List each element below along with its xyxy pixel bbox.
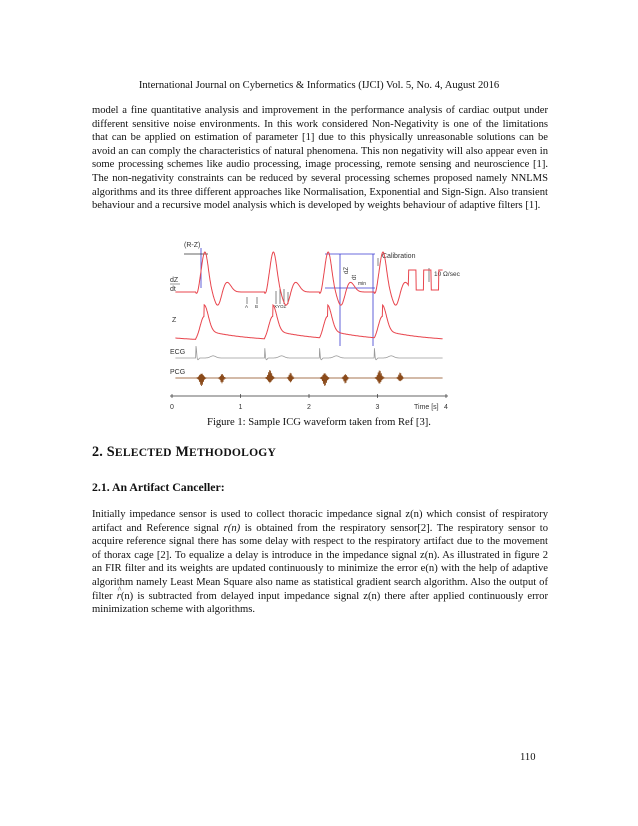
figure-caption: Figure 1: Sample ICG waveform taken from Ref [3]. [207, 417, 431, 428]
dzdt-min-subscript: min [358, 281, 367, 287]
ecg-label: ECG [170, 349, 186, 356]
pcg-label: PCG [170, 369, 186, 376]
dzdt-label-top: dZ [170, 277, 179, 284]
time-axis-tick-label: 4 [444, 404, 448, 411]
page-number: 110 [520, 752, 536, 763]
intro-paragraph: model a fine quantitative analysis and improvement in the performance analysis of cardiac output under different sensitive noise environments. In this work considered Non-Negativity is one of the limitations that can be applied on estimation of parameter [1] due to this physically unreasonable solutions can be avoid an can comply the characteristics of natural phenomena. This non negativity will also appear even in some processing schemes like audio processing, image processing, remote sensing and neuroscience [1]. The non-negativity constraints can be reduced by several processing schemes proposed namely NNLMS algorithms and its three different approaches like Normalisation, Exponential and Sign-Sign. Also transient behaviour and a recursive model analysis which is developed by weights behaviour of adaptive filters [1]. [92, 105, 548, 212]
pcg-trace [175, 370, 442, 386]
ecg-trace [175, 346, 442, 360]
icg-figure [160, 236, 480, 414]
dzdt-min-label-bottom: dt [352, 274, 358, 280]
section-heading: 2. SELECTED METHODOLOGY [92, 444, 277, 460]
running-header: International Journal on Cybernetics & Informatics (IJCI) Vol. 5, No. 4, August 2016 [138, 80, 500, 91]
body-paragraph: Initially impedance sensor is used to collect thoracic impedance signal z(n) which consist of respiratory artifact and Reference signal r(n) is obtained from the respiratory sensor[2]. The respiratory sensor to acquire reference signal there has some delay with respect to the respiratory artifact due to the movement of thorax cage [2]. To equalize a delay is introduce in the impedance signal z(n). As illustrated in figure 2 an FIR filter and its weights are updated continuously to minimize the error e(n) with the help of adaptive algorithm namely Least Mean Square also name as statistical gradient search algorithm. Also the output of filter r ^(n) is subtracted from delayed input impedance signal z(n) there after applied continuously error minimization scheme with algorithms. [92, 508, 548, 617]
subsection-heading: 2.1. An Artifact Canceller: [92, 480, 225, 494]
z-trace [175, 305, 442, 340]
dzdt-min-label-top: dZ [344, 266, 350, 274]
time-axis-tick-label: 1 [238, 404, 243, 411]
z-label: Z [172, 317, 177, 324]
time-axis-tick-label: 0 [170, 404, 174, 411]
time-axis-tick-label: 3 [375, 404, 380, 411]
marker-b: B [255, 304, 259, 309]
scale-label: 10 Ω/sec [434, 271, 460, 278]
time-axis-label: Time [s] [414, 404, 439, 411]
icg-waveform-svg [160, 236, 480, 414]
time-axis-ticks [170, 394, 448, 411]
rz-label: (R-Z) [184, 242, 201, 249]
marker-a: A [245, 304, 249, 309]
dzdt-label-bottom: dt [170, 286, 176, 293]
marker-xyoz: XYOZ [274, 304, 287, 309]
calibration-label: Calibration [382, 253, 416, 260]
time-axis-tick-label: 2 [307, 404, 311, 411]
